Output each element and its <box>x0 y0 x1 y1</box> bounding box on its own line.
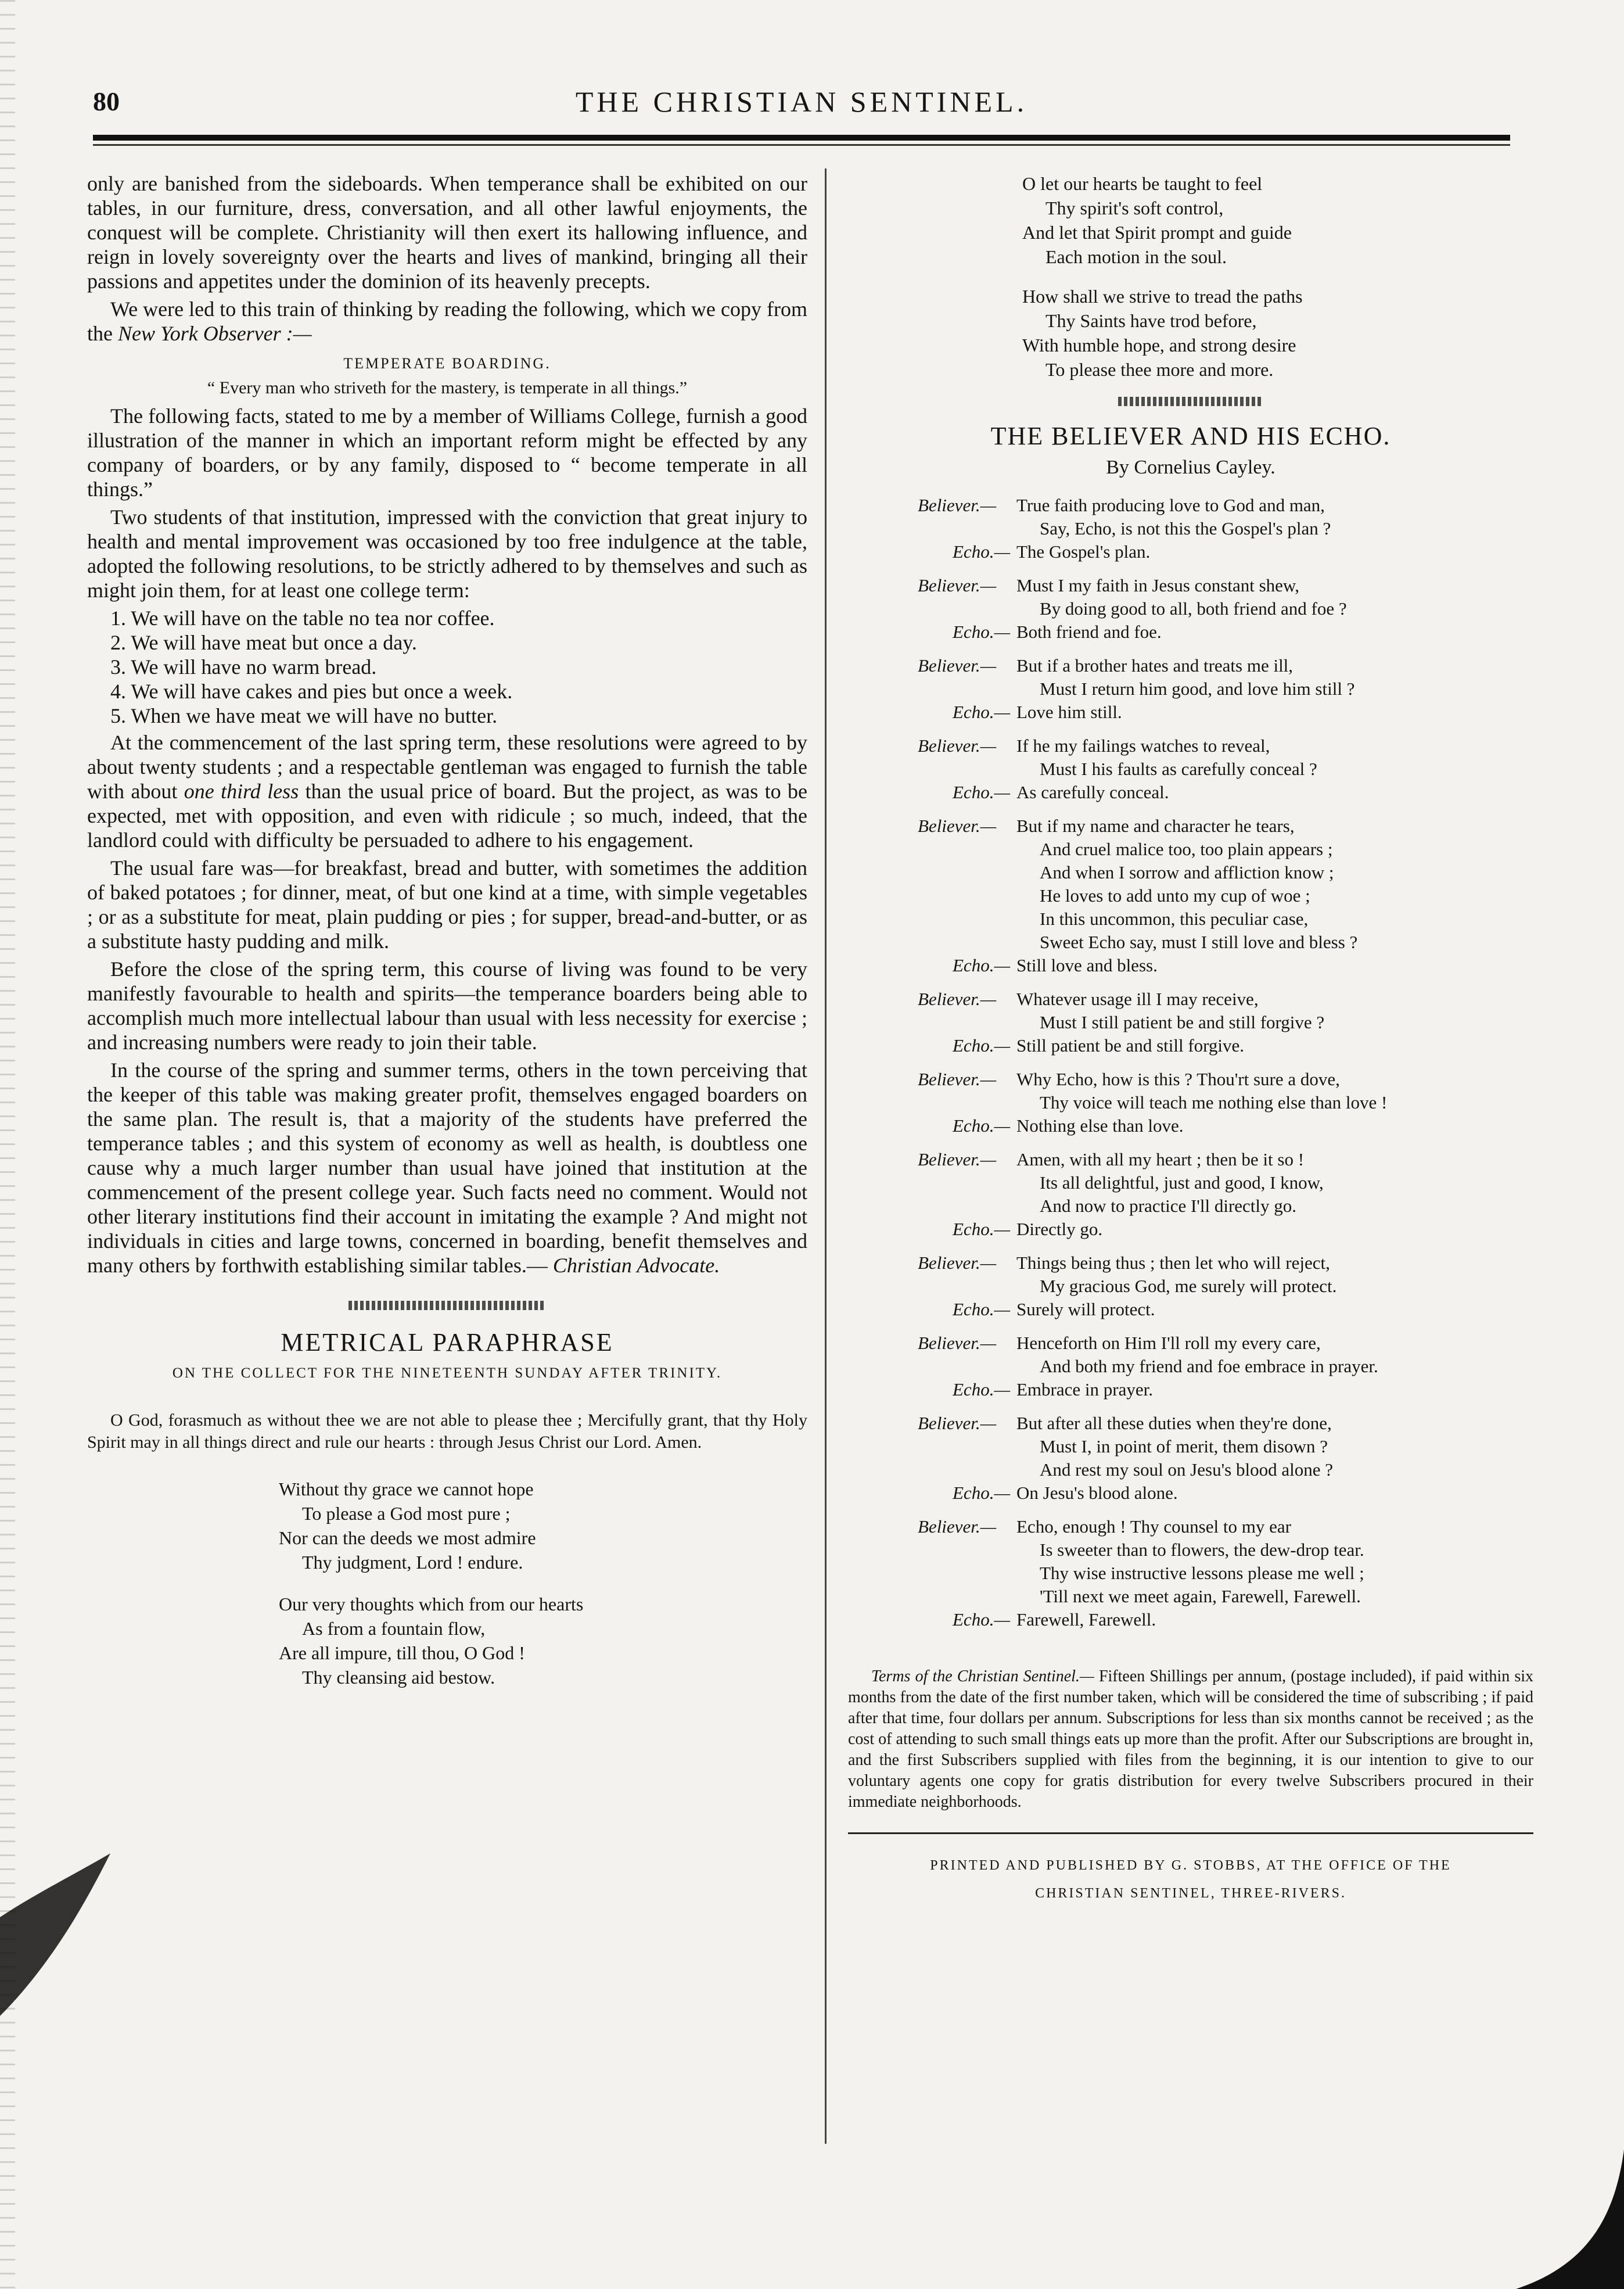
dialogue-line <box>848 1332 1533 1355</box>
dialogue-line <box>848 1034 1533 1057</box>
poem-line: As from a fountain flow, <box>302 1618 486 1639</box>
dialogue-text: In this uncommon, this peculiar case, <box>1040 909 1309 929</box>
dialogue-text: Things being thus ; then let who will reject, <box>1016 1253 1330 1273</box>
dialogue-line <box>848 734 1533 758</box>
dialogue-line <box>848 677 1533 701</box>
speaker-believer: Believer.— <box>918 816 997 836</box>
dialogue-line <box>848 954 1533 977</box>
header-rule-thick <box>93 135 1510 141</box>
dialogue-text: Surely will protect. <box>1016 1299 1155 1319</box>
speaker-believer: Believer.— <box>918 989 997 1009</box>
metrical-paraphrase-title: METRICAL PARAPHRASE <box>281 1328 614 1357</box>
dialogue-line <box>848 1435 1533 1458</box>
dialogue-text: Thy voice will teach me nothing else than love ! <box>1040 1092 1388 1113</box>
dialogue-exchange <box>848 1148 1533 1241</box>
dialogue-text: And rest my soul on Jesu's blood alone ? <box>1040 1459 1333 1480</box>
dialogue-line <box>848 758 1533 781</box>
summer-terms-text: In the course of the spring and summer terms, others in the town perceiving that the keeper of this table was making greater profit, themselves engaged boarders on the same plan. The result is, that a majority of the students have preferred the temperance tables ; and this system of economy as well as health, is doubtless one cause why a much larger number than usual have joined that institution at the commencement of the present college year. Such facts need no comment. Would not other literary institutions find their account in imitating the example ? And might not individuals in cities and large towns, concerned in boarding, benefit themselves and many others by forthwith establishing similar tables.— <box>87 1059 807 1277</box>
dialogue-text: My gracious God, me surely will protect. <box>1040 1276 1337 1296</box>
dialogue-line <box>848 494 1533 517</box>
poem-line: To please thee more and more. <box>1045 359 1274 380</box>
dialogue-text: But if a brother hates and treats me ill, <box>1016 655 1294 676</box>
dialogue-text: Nothing else than love. <box>1016 1115 1184 1136</box>
header-rule-thin <box>93 144 1510 146</box>
section-title-temperate-boarding: TEMPERATE BOARDING. <box>343 355 551 372</box>
dialogue-line <box>848 1194 1533 1218</box>
paragraph-spring-term <box>87 730 807 852</box>
section-ornament <box>348 1301 546 1310</box>
dialogue-text: And when I sorrow and affliction know ; <box>1040 862 1334 882</box>
dialogue-line <box>848 781 1533 804</box>
source-name: New York Observer :— <box>117 322 312 345</box>
paragraph-temperance-conclusion: only are banished from the sideboards. When temperance shall be exhibited on our tables, in our furniture, dress, conversation, and all other lawful enjoyments, the conquest will be complete. Christianity will then exert its hallowing influence, and reign in lovely sovereignty over the hearts and lives of mankind, bringing all their passions and appetites under the dominion of its heavenly precepts. <box>87 172 807 293</box>
dialogue-text: As carefully conceal. <box>1016 782 1169 802</box>
dialogue-line <box>848 988 1533 1011</box>
dialogue-line <box>848 1275 1533 1298</box>
dialogue-text: Still love and bless. <box>1016 955 1158 975</box>
left-column <box>87 171 807 1707</box>
poem-line: Nor can the deeds we most admire <box>279 1527 536 1548</box>
dialogue-text: Must I my faith in Jesus constant shew, <box>1016 575 1300 595</box>
dialogue-text: Thy wise instructive lessons please me well ; <box>1040 1563 1364 1583</box>
poem-line: O let our hearts be taught to feel <box>1022 173 1263 194</box>
resolution-item: 3. We will have no warm bread. <box>110 655 377 679</box>
dialogue-text: Say, Echo, is not this the Gospel's plan ? <box>1040 518 1331 539</box>
dialogue-text: Henceforth on Him I'll roll my every care, <box>1016 1333 1321 1353</box>
imprint-line: CHRISTIAN SENTINEL, THREE-RIVERS. <box>1035 1886 1346 1901</box>
dialogue-line <box>848 1515 1533 1538</box>
poem-line: With humble hope, and strong desire <box>1022 335 1296 356</box>
speaker-believer: Believer.— <box>918 1149 997 1169</box>
dialogue-text: Whatever usage ill I may receive, <box>1016 989 1259 1009</box>
dialogue-line <box>848 574 1533 597</box>
dialogue-line <box>848 654 1533 677</box>
dialogue-text: And now to practice I'll directly go. <box>1040 1196 1297 1216</box>
dialogue-text: Amen, with all my heart ; then be it so ! <box>1016 1149 1305 1169</box>
spring-term-text-a: At the commencement of the last spring term, these resolutions were agreed to by about twenty students ; and a respectable gentleman was engaged to furnish the table with about <box>87 731 807 803</box>
dialogue-exchange <box>848 1068 1533 1138</box>
dialogue-text: And cruel malice too, too plain appears ; <box>1040 839 1333 859</box>
dialogue-line <box>848 1148 1533 1171</box>
dialogue-line <box>848 540 1533 564</box>
speaker-echo: Echo.— <box>953 1299 1011 1319</box>
summer-terms-source: Christian Advocate. <box>552 1254 720 1277</box>
dialogue-text: Both friend and foe. <box>1016 622 1162 642</box>
speaker-believer: Believer.— <box>918 1333 997 1353</box>
poem-stanza <box>279 1477 807 1574</box>
epigraph: “ Every man who striveth for the mastery, is temperate in all things.” <box>207 378 688 397</box>
resolution-item: 1. We will have on the table no tea nor coffee. <box>110 607 495 630</box>
dialogue-line <box>848 907 1533 931</box>
dialogue-line <box>848 1251 1533 1275</box>
believer-echo-dialogue <box>848 494 1533 1631</box>
paragraph-two-students: Two students of that institution, impressed with the conviction that great injury to health and mental improvement was occasioned by too free indulgence at the table, adopted the following resolutions, to be strictly adhered to by themselves and such as might join them, for at least one college term: <box>87 505 807 602</box>
dialogue-text: Must I his faults as carefully conceal ? <box>1040 759 1317 779</box>
running-title: THE CHRISTIAN SENTINEL. <box>575 85 1028 118</box>
page-number: 80 <box>93 87 120 116</box>
dialogue-exchange <box>848 1515 1533 1631</box>
spring-term-emphasis: one third less <box>184 780 299 803</box>
speaker-echo: Echo.— <box>953 702 1011 722</box>
speaker-believer: Believer.— <box>918 1069 997 1089</box>
right-column <box>848 171 1533 1907</box>
dialogue-line <box>848 1562 1533 1585</box>
dialogue-line <box>848 884 1533 907</box>
speaker-echo: Echo.— <box>953 955 1011 975</box>
dialogue-text: But after all these duties when they're done, <box>1016 1413 1332 1433</box>
dialogue-line <box>848 1011 1533 1034</box>
dialogue-exchange <box>848 494 1533 564</box>
dialogue-line <box>848 1378 1533 1401</box>
terms-label: Terms of the Christian Sentinel.— <box>871 1667 1094 1685</box>
collect-text: O God, forasmuch as without thee we are not able to please thee ; Mercifully grant, that thy Holy Spirit may in all things direct and rule our hearts : through Jesus Christ our Lord. Amen. <box>87 1411 807 1452</box>
poem-line: To please a God most pure ; <box>302 1503 511 1524</box>
speaker-believer: Believer.— <box>918 1413 997 1433</box>
dialogue-text: Why Echo, how is this ? Thou'rt sure a dove, <box>1016 1069 1340 1089</box>
speaker-echo: Echo.— <box>953 1219 1011 1239</box>
dialogue-text: True faith producing love to God and man, <box>1016 495 1325 515</box>
poem-line: How shall we strive to tread the paths <box>1022 286 1303 307</box>
dialogue-text: Farewell, Farewell. <box>1016 1609 1156 1630</box>
poem-line: Are all impure, till thou, O God ! <box>279 1642 525 1663</box>
ink-blot-icon <box>0 1847 116 2022</box>
dialogue-line <box>848 1608 1533 1631</box>
dialogue-exchange <box>848 1412 1533 1505</box>
paragraph-source-intro <box>87 297 807 346</box>
paragraph-summer-terms <box>87 1058 807 1278</box>
poem-line: Without thy grace we cannot hope <box>279 1479 534 1499</box>
terms-body: Fifteen Shillings per annum, (postage included), if paid within six months from the date of the first number taken, which will be considered the time of subscribing ; if paid after that time, four dollars per annum. Subscriptions for less than six months cannot be received ; as the cost of attending to such small things eats up more than the profit. After our Subscriptions are brought in, and the first Subscribers supplied with files from the beginning, it is our intention to give to our voluntary agents one copy for gratis distribution for every twelve Subscribers procured in their immediate neighborhoods. <box>848 1667 1534 1811</box>
dialogue-line <box>848 1458 1533 1481</box>
poem-line: Thy cleansing aid bestow. <box>302 1667 495 1688</box>
dialogue-exchange <box>848 654 1533 724</box>
dialogue-line <box>848 815 1533 838</box>
poem-byline: By Cornelius Cayley. <box>1106 457 1276 478</box>
paragraph-williams-college: The following facts, stated to me by a member of Williams College, furnish a good illustration of the manner in which an important reform might be effected by any company of boarders, or by any family, disposed to “ become temperate in all things.” <box>87 404 807 501</box>
resolutions-list <box>87 606 807 728</box>
dialogue-exchange <box>848 1332 1533 1401</box>
dialogue-text: The Gospel's plan. <box>1016 541 1151 562</box>
speaker-echo: Echo.— <box>953 1035 1011 1056</box>
poem-title: THE BELIEVER AND HIS ECHO. <box>990 422 1391 450</box>
speaker-believer: Believer.— <box>918 495 997 515</box>
dialogue-exchange <box>848 574 1533 644</box>
dialogue-line <box>848 1481 1533 1505</box>
dialogue-line <box>848 1114 1533 1138</box>
dialogue-exchange <box>848 734 1533 804</box>
dialogue-text: On Jesu's blood alone. <box>1016 1483 1178 1503</box>
dialogue-line <box>848 597 1533 620</box>
section-ornament <box>1118 397 1263 406</box>
dialogue-line <box>848 1091 1533 1114</box>
dialogue-exchange <box>848 988 1533 1057</box>
poem-line: Thy Saints have trod before, <box>1045 310 1257 331</box>
dialogue-text: Is sweeter than to flowers, the dew-drop tear. <box>1040 1540 1364 1560</box>
speaker-echo: Echo.— <box>953 622 1011 642</box>
dialogue-exchange <box>848 1251 1533 1321</box>
dialogue-text: Must I still patient be and still forgive ? <box>1040 1012 1325 1032</box>
speaker-believer: Believer.— <box>918 1253 997 1273</box>
imprint-rule <box>848 1832 1533 1834</box>
poem-stanza <box>1022 284 1533 382</box>
poem-line: Each motion in the soul. <box>1045 246 1227 267</box>
poem-line: Our very thoughts which from our hearts <box>279 1594 584 1615</box>
paragraph-before-close: Before the close of the spring term, this course of living was found to be very manifestly favourable to health and spirits—the temperance boarders being able to accomplish much more intellectual labour than usual with less necessity for exercise ; and increasing numbers were ready to join their table. <box>87 957 807 1054</box>
speaker-echo: Echo.— <box>953 1379 1011 1400</box>
dialogue-line <box>848 931 1533 954</box>
dialogue-text: Must I return him good, and love him still ? <box>1040 679 1355 699</box>
dialogue-text: 'Till next we meet again, Farewell, Farewell. <box>1040 1586 1361 1606</box>
dialogue-line <box>848 1585 1533 1608</box>
dialogue-line <box>848 1068 1533 1091</box>
page-corner-shadow <box>1516 2150 1624 2289</box>
dialogue-line <box>848 1298 1533 1321</box>
dialogue-line <box>848 1218 1533 1241</box>
dialogue-line <box>848 620 1533 644</box>
dialogue-text: Must I, in point of merit, them disown ? <box>1040 1436 1328 1456</box>
speaker-echo: Echo.— <box>953 782 1011 802</box>
dialogue-text: Sweet Echo say, must I still love and bless ? <box>1040 932 1358 952</box>
dialogue-exchange <box>848 815 1533 977</box>
dialogue-line <box>848 1538 1533 1562</box>
subscription-terms <box>848 1666 1533 1813</box>
dialogue-line <box>848 1171 1533 1194</box>
dialogue-line <box>848 517 1533 540</box>
dialogue-line <box>848 1355 1533 1378</box>
resolution-item: 5. When we have meat we will have no butter. <box>110 704 498 727</box>
dialogue-text: By doing good to all, both friend and foe ? <box>1040 598 1347 619</box>
dialogue-line <box>848 1412 1533 1435</box>
dialogue-text: He loves to add unto my cup of woe ; <box>1040 885 1310 906</box>
dialogue-text: And both my friend and foe embrace in prayer. <box>1040 1356 1378 1376</box>
poem-line: And let that Spirit prompt and guide <box>1022 222 1292 243</box>
column-divider <box>825 168 827 2144</box>
resolution-item: 2. We will have meat but once a day. <box>110 631 417 654</box>
dialogue-line <box>848 701 1533 724</box>
poem-stanza <box>1022 171 1533 269</box>
imprint-line: PRINTED AND PUBLISHED BY G. STOBBS, AT THE OFFICE OF THE <box>930 1858 1451 1873</box>
dialogue-line <box>848 861 1533 884</box>
poem-line: Thy judgment, Lord ! endure. <box>302 1552 523 1573</box>
dialogue-text: Its all delightful, just and good, I know, <box>1040 1172 1324 1193</box>
speaker-echo: Echo.— <box>953 1483 1011 1503</box>
speaker-believer: Believer.— <box>918 1516 997 1537</box>
masthead <box>93 81 1510 128</box>
speaker-echo: Echo.— <box>953 1609 1011 1630</box>
metrical-paraphrase-subtitle: ON THE COLLECT FOR THE NINETEENTH SUNDAY AFTER TRINITY. <box>172 1365 723 1381</box>
poem-line: Thy spirit's soft control, <box>1045 198 1224 218</box>
paragraph-usual-fare: The usual fare was—for breakfast, bread and butter, with sometimes the addition of baked potatoes ; for dinner, meat, of but one kind at a time, with simple vegetables ; or as a substitute for meat, plain pudding or pies ; for supper, bread-and-butter, or as a substitute hasty pudding and milk. <box>87 856 807 953</box>
dialogue-text: Embrace in prayer. <box>1016 1379 1153 1400</box>
speaker-believer: Believer.— <box>918 575 997 595</box>
speaker-believer: Believer.— <box>918 736 997 756</box>
dialogue-line <box>848 838 1533 861</box>
spring-term-text-b: than the usual price of board. But the project, as was to be expected, met with opposition, and even with ridicule ; so much, indeed, that the landlord could with difficulty be persuaded to adhere to his engagement. <box>87 780 808 852</box>
dialogue-text: Echo, enough ! Thy counsel to my ear <box>1016 1516 1291 1537</box>
dialogue-text: But if my name and character he tears, <box>1016 816 1295 836</box>
dialogue-text: Still patient be and still forgive. <box>1016 1035 1245 1056</box>
dialogue-text: Directly go. <box>1016 1219 1103 1239</box>
speaker-echo: Echo.— <box>953 1115 1011 1136</box>
poem-stanza <box>279 1592 807 1689</box>
resolution-item: 4. We will have cakes and pies but once a week. <box>110 680 513 703</box>
source-intro-text: We were led to this train of thinking by reading the following, which we copy from the <box>87 297 807 345</box>
dialogue-text: If he my failings watches to reveal, <box>1016 736 1270 756</box>
speaker-believer: Believer.— <box>918 655 997 676</box>
dialogue-text: Love him still. <box>1016 702 1122 722</box>
speaker-echo: Echo.— <box>953 541 1011 562</box>
